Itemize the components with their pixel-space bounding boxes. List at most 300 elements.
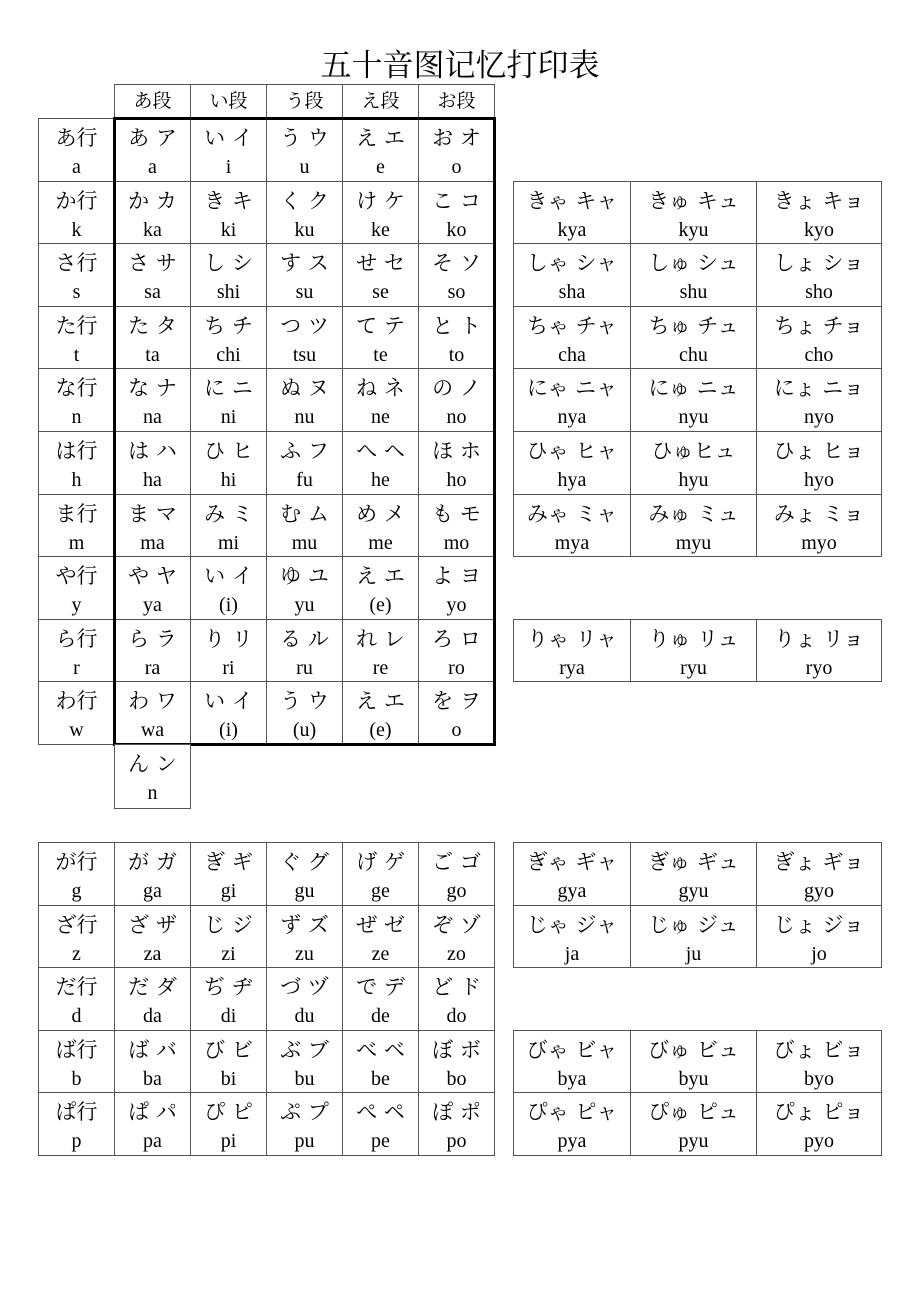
kana-text: が行 (55, 850, 98, 874)
romaji-text: kya (557, 219, 587, 241)
row-label (38, 118, 115, 182)
romaji-text: gi (220, 880, 237, 902)
romaji-text: ya (143, 594, 162, 616)
kana-text: ぎゃ ギャ (526, 850, 618, 874)
kana-cell (114, 1030, 191, 1093)
romaji-text: pyo (804, 1130, 834, 1152)
row-label (38, 681, 115, 745)
romaji-text: i (225, 156, 232, 178)
page-title: 五十音图记忆打印表 (320, 48, 600, 84)
youon-cell (513, 181, 631, 244)
kana-text: ざ ザ (128, 913, 177, 937)
kana-cell (190, 306, 267, 369)
kana-text: ら ラ (128, 627, 177, 651)
kana-text: みょ ミョ (773, 502, 865, 526)
kana-text: ま行 (55, 502, 98, 526)
kana-text: ちょ チョ (773, 314, 865, 338)
kana-text: ぱ行 (55, 1100, 98, 1124)
kana-cell (190, 494, 267, 557)
romaji-text: pi (220, 1130, 237, 1152)
kana-text: じゃ ジャ (526, 913, 618, 937)
romaji-text: mya (554, 532, 590, 554)
romaji-text: u (299, 156, 310, 178)
romaji-text: hi (220, 469, 237, 491)
kana-cell (114, 118, 191, 182)
romaji-text: n (71, 406, 82, 428)
romaji-text: a (148, 156, 157, 178)
kana-text: ぞ ゾ (432, 913, 481, 937)
kana-text: ほ ホ (432, 439, 481, 463)
kana-text: びょ ビョ (773, 1038, 865, 1062)
kana-cell (418, 306, 495, 369)
kana-text: お オ (432, 126, 481, 150)
romaji-text: bya (557, 1068, 587, 1090)
romaji-text: kyo (804, 219, 834, 241)
kana-cell (418, 368, 495, 432)
kana-cell (114, 842, 191, 906)
romaji-text: go (446, 880, 467, 902)
kana-text: りゅ リュ (648, 627, 739, 651)
kana-text: び ビ (204, 1038, 253, 1062)
kana-text: ら行 (55, 627, 98, 651)
romaji-text: ma (140, 532, 165, 554)
romaji-text: nyu (678, 406, 709, 428)
kana-cell (418, 681, 495, 745)
kana-text: ざ行 (55, 913, 98, 937)
kana-text: り リ (204, 627, 253, 651)
kana-text: ぎょ ギョ (773, 850, 865, 874)
romaji-text: ge (371, 880, 390, 902)
romaji-text: ne (371, 406, 390, 428)
kana-text: ぱ パ (128, 1100, 177, 1124)
kana-text: は ハ (128, 439, 177, 463)
romaji-text: so (447, 281, 466, 303)
kana-text: みゃ ミャ (526, 502, 618, 526)
romaji-text: g (71, 880, 82, 902)
kana-cell (266, 681, 343, 745)
romaji-text: bi (220, 1068, 237, 1090)
row-label (38, 967, 115, 1031)
kana-text: の ノ (432, 376, 481, 400)
column-header: う段 (266, 84, 343, 119)
romaji-text: b (71, 1068, 82, 1090)
kana-cell (266, 118, 343, 182)
romaji-text: pe (371, 1130, 390, 1152)
romaji-text: gya (557, 880, 587, 902)
romaji-text: fu (296, 469, 313, 491)
romaji-text: po (446, 1130, 467, 1152)
kana-text: あ ア (128, 126, 177, 150)
romaji-text: do (446, 1005, 467, 1027)
kana-text: ぺ ペ (356, 1100, 405, 1124)
kana-text: きょ キョ (773, 189, 865, 213)
romaji-text: ho (446, 469, 467, 491)
kana-cell (266, 306, 343, 369)
romaji-text: mi (217, 532, 240, 554)
kana-cell (266, 431, 343, 495)
kana-text: と ト (432, 314, 481, 338)
romaji-text: gu (294, 880, 315, 902)
kana-text: りょ リョ (773, 627, 865, 651)
kana-text: ぢ ヂ (204, 975, 253, 999)
kana-text: ば行 (55, 1038, 98, 1062)
youon-cell (756, 1092, 882, 1156)
kana-text: ど ド (432, 975, 481, 999)
kana-cell (190, 905, 267, 968)
kana-cell (342, 556, 419, 620)
kana-text: か カ (128, 189, 177, 213)
kana-text: す ス (280, 251, 329, 275)
youon-cell (513, 431, 631, 495)
romaji-text: byu (678, 1068, 709, 1090)
kana-text: ぐ グ (280, 850, 329, 874)
kana-text: さ サ (128, 251, 177, 275)
youon-cell (630, 905, 757, 968)
kana-cell (266, 905, 343, 968)
romaji-text: yu (294, 594, 315, 616)
kana-text: しゅ シュ (648, 251, 739, 275)
kana-text: じゅ ジュ (648, 913, 739, 937)
romaji-text: myo (801, 532, 837, 554)
kana-cell (418, 243, 495, 307)
kana-text: ば バ (128, 1038, 177, 1062)
romaji-text: wa (140, 719, 165, 741)
romaji-text: t (73, 344, 80, 366)
romaji-text: h (71, 469, 82, 491)
kana-text: ぴょ ピョ (773, 1100, 865, 1124)
kana-cell (266, 181, 343, 244)
kana-text: め メ (356, 502, 405, 526)
romaji-text: za (143, 943, 162, 965)
kana-text: にゅ ニュ (648, 376, 739, 400)
kana-text: ぜ ゼ (356, 913, 405, 937)
row-label (38, 619, 115, 682)
kana-text: た行 (55, 314, 98, 338)
kana-text: びゅ ビュ (648, 1038, 739, 1062)
kana-cell (418, 494, 495, 557)
kana-text: ゆ ユ (280, 564, 329, 588)
romaji-text: ha (143, 469, 162, 491)
kana-text: ぼ ボ (432, 1038, 481, 1062)
romaji-text: me (368, 532, 393, 554)
kana-text: ま マ (128, 502, 177, 526)
youon-cell (513, 842, 631, 906)
youon-cell (513, 494, 631, 557)
romaji-text: nu (294, 406, 315, 428)
romaji-text: nyo (804, 406, 834, 428)
romaji-text: sho (805, 281, 833, 303)
kana-cell (114, 556, 191, 620)
youon-cell (756, 306, 882, 369)
kana-text: ひょ ヒョ (773, 439, 865, 463)
kana-cell (190, 556, 267, 620)
kana-text: や ヤ (128, 564, 177, 588)
romaji-text: hyo (804, 469, 834, 491)
kana-cell (114, 681, 191, 745)
romaji-text: pya (557, 1130, 587, 1152)
romaji-text: te (373, 344, 388, 366)
kana-cell (190, 1030, 267, 1093)
row-label (38, 1030, 115, 1093)
kana-text: りゃ リャ (526, 627, 618, 651)
romaji-text: ro (448, 657, 465, 679)
kana-text: じょ ジョ (773, 913, 865, 937)
romaji-text: cha (558, 344, 586, 366)
row-label (38, 243, 115, 307)
column-header: い段 (190, 84, 267, 119)
romaji-text: be (371, 1068, 390, 1090)
kana-text: で デ (356, 975, 405, 999)
kana-cell (190, 181, 267, 244)
kana-cell (342, 842, 419, 906)
kana-text: ぴ ピ (204, 1100, 253, 1124)
romaji-text: ra (144, 657, 161, 679)
kana-text: え エ (356, 689, 405, 713)
romaji-text: da (143, 1005, 162, 1027)
youon-cell (513, 243, 631, 307)
youon-cell (513, 619, 631, 682)
kana-text: づ ヅ (280, 975, 329, 999)
kana-text: え エ (356, 126, 405, 150)
romaji-text: to (448, 344, 465, 366)
romaji-text: shi (216, 281, 241, 303)
romaji-text: no (446, 406, 467, 428)
romaji-text: du (294, 1005, 315, 1027)
romaji-text: ju (685, 943, 702, 965)
kana-cell (266, 1030, 343, 1093)
kana-text: い イ (204, 564, 253, 588)
romaji-text: w (69, 719, 84, 741)
kana-text: ちゅ チュ (648, 314, 739, 338)
kana-text: し シ (204, 251, 253, 275)
kana-cell (114, 494, 191, 557)
romaji-text: zo (447, 943, 466, 965)
kana-text: く ク (280, 189, 329, 213)
youon-cell (513, 306, 631, 369)
romaji-text: (i) (219, 594, 238, 616)
kana-cell (342, 1030, 419, 1093)
romaji-text: m (68, 532, 85, 554)
romaji-text: se (372, 281, 389, 303)
youon-cell (630, 494, 757, 557)
column-header: え段 (342, 84, 419, 119)
romaji-text: di (220, 1005, 237, 1027)
kana-text: そ ソ (432, 251, 481, 275)
youon-cell (630, 842, 757, 906)
row-label (38, 306, 115, 369)
kana-text: い イ (204, 126, 253, 150)
kana-text: げ ゲ (356, 850, 405, 874)
kana-text: か行 (55, 189, 98, 213)
kana-text: ぬ ヌ (280, 376, 329, 400)
romaji-text: bu (294, 1068, 315, 1090)
kana-cell (190, 681, 267, 745)
kana-cell (190, 368, 267, 432)
romaji-text: jo (811, 943, 827, 965)
romaji-text: nya (557, 406, 587, 428)
kana-cell (418, 619, 495, 682)
romaji-text: (e) (369, 594, 392, 616)
kana-cell (190, 431, 267, 495)
row-label (38, 842, 115, 906)
kana-cell (342, 431, 419, 495)
row-label (38, 494, 115, 557)
kana-text: ちゃ チャ (526, 314, 618, 338)
romaji-text: o (451, 719, 462, 741)
romaji-text: chi (216, 344, 241, 366)
romaji-text: re (372, 657, 389, 679)
row-label (38, 181, 115, 244)
romaji-text: mu (291, 532, 318, 554)
kana-text: ぴゅ ピュ (648, 1100, 739, 1124)
column-header: お段 (418, 84, 495, 119)
kana-text: じ ジ (204, 913, 253, 937)
romaji-text: ke (371, 219, 390, 241)
youon-cell (630, 181, 757, 244)
kana-text: い イ (204, 689, 253, 713)
romaji-text: byo (804, 1068, 834, 1090)
romaji-text: cho (804, 344, 834, 366)
kana-cell (418, 118, 495, 182)
youon-cell (513, 1030, 631, 1093)
kana-cell (342, 619, 419, 682)
youon-cell (756, 619, 882, 682)
youon-cell (756, 243, 882, 307)
kana-text: にゃ ニャ (526, 376, 618, 400)
kana-text: な行 (55, 376, 98, 400)
romaji-text: (u) (292, 719, 317, 741)
kana-cell (418, 905, 495, 968)
kana-text: せ セ (356, 251, 405, 275)
kana-text: え エ (356, 564, 405, 588)
n-cell (114, 744, 191, 809)
kana-cell (114, 243, 191, 307)
kana-text: つ ツ (280, 314, 329, 338)
romaji-text: (i) (219, 719, 238, 741)
youon-cell (630, 306, 757, 369)
romaji-text: a (72, 156, 81, 178)
romaji-text: pyu (678, 1130, 709, 1152)
youon-cell (630, 1092, 757, 1156)
youon-cell (756, 842, 882, 906)
kana-cell (266, 1092, 343, 1156)
row-label (38, 556, 115, 620)
youon-cell (630, 368, 757, 432)
romaji-text: mo (443, 532, 470, 554)
kana-cell (114, 619, 191, 682)
kana-text: よ ヨ (432, 564, 481, 588)
row-label (38, 431, 115, 495)
romaji-text: su (295, 281, 314, 303)
romaji-text: gyu (678, 880, 709, 902)
romaji-text: ze (371, 943, 390, 965)
romaji-text: sha (558, 281, 586, 303)
kana-cell (418, 181, 495, 244)
romaji-text: k (71, 219, 82, 241)
kana-text: き キ (204, 189, 253, 213)
romaji-text: d (71, 1005, 82, 1027)
kana-text: ひゃ ヒャ (526, 439, 618, 463)
romaji-text: hya (557, 469, 587, 491)
kana-text: ん ン (128, 752, 177, 776)
romaji-text: pu (294, 1130, 315, 1152)
youon-cell (630, 1030, 757, 1093)
kana-cell (342, 118, 419, 182)
kana-text: ぴゃ ピャ (526, 1100, 618, 1124)
kana-cell (266, 556, 343, 620)
kana-cell (114, 431, 191, 495)
kana-text: ず ズ (280, 913, 329, 937)
kana-text: ぷ プ (280, 1100, 329, 1124)
youon-cell (756, 431, 882, 495)
romaji-text: o (451, 156, 462, 178)
kana-text: きゅ キュ (648, 189, 739, 213)
row-label (38, 1092, 115, 1156)
kana-text: う ウ (280, 689, 329, 713)
column-header: あ段 (114, 84, 191, 119)
kana-cell (114, 306, 191, 369)
romaji-text: pa (143, 1130, 162, 1152)
romaji-text: chu (679, 344, 708, 366)
kana-cell (418, 967, 495, 1031)
kana-text: を ヲ (432, 689, 481, 713)
romaji-text: ki (220, 219, 237, 241)
romaji-text: ga (143, 880, 162, 902)
kana-text: べ ベ (356, 1038, 405, 1062)
romaji-text: ryu (680, 657, 707, 679)
kana-cell (342, 181, 419, 244)
kana-text: ぎ ギ (204, 850, 253, 874)
kana-cell (190, 967, 267, 1031)
kana-cell (342, 494, 419, 557)
romaji-text: gyo (804, 880, 834, 902)
kana-cell (342, 681, 419, 745)
kana-text: しゃ シャ (526, 251, 618, 275)
kana-text: へ ヘ (356, 439, 405, 463)
romaji-text: zu (295, 943, 314, 965)
kana-cell (114, 905, 191, 968)
kana-cell (190, 243, 267, 307)
kana-text: ろ ロ (432, 627, 481, 651)
kana-text: ち チ (204, 314, 253, 338)
kana-text: みゅ ミュ (648, 502, 739, 526)
romaji-text: ru (296, 657, 313, 679)
kana-text: れ レ (356, 627, 405, 651)
row-label (38, 905, 115, 968)
kana-text: た タ (128, 314, 177, 338)
romaji-text: sa (144, 281, 161, 303)
romaji-text: ri (222, 657, 235, 679)
kana-text: あ行 (55, 126, 98, 150)
kana-text: う ウ (280, 126, 329, 150)
kana-text: み ミ (204, 502, 253, 526)
kana-text: だ行 (55, 975, 98, 999)
kana-text: け ケ (356, 189, 405, 213)
kana-text: む ム (280, 502, 329, 526)
romaji-text: bo (446, 1068, 467, 1090)
romaji-text: kyu (678, 219, 709, 241)
kana-cell (266, 494, 343, 557)
kana-text: ひゅヒュ (651, 439, 736, 463)
youon-cell (630, 619, 757, 682)
romaji-text: zi (221, 943, 236, 965)
kana-text: きゃ キャ (526, 189, 618, 213)
kana-cell (190, 619, 267, 682)
romaji-text: ka (143, 219, 162, 241)
kana-cell (266, 842, 343, 906)
kana-cell (342, 905, 419, 968)
kana-cell (114, 181, 191, 244)
